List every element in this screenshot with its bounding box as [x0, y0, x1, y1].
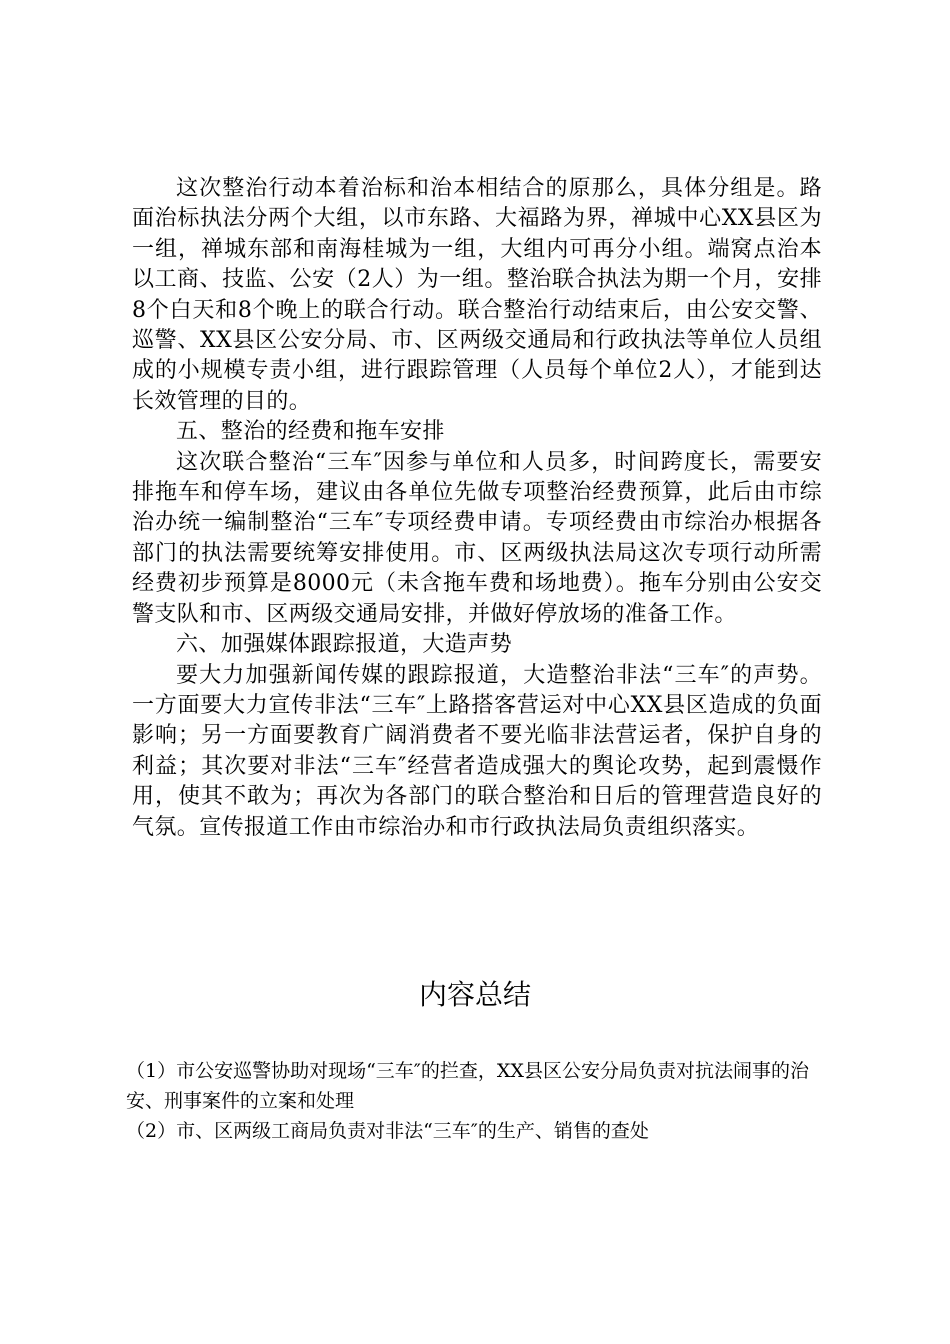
paragraph-media: 要大力加强新闻传媒的跟踪报道，大造整治非法“三车″的声势。一方面要大力宣传非法“三车″上路搭客营运对中心XX县区造成的负面影响；另一方面要教育广阔消费者不要光临非法营运者，保护自身的利益；其次要对非法“三车″经营者造成强大的舆论攻势，起到震慑作用，使其不敢为；再次为各部门的联合整治和日后的管理营造良好的气氛。宣传报道工作由市综治办和市行政执法局负责组织落实。 [132, 662, 822, 840]
document-body [132, 174, 822, 843]
section-heading-media: 六、加强媒体跟踪报道，大造声势 [176, 632, 513, 658]
summary-title: 内容总结 [418, 978, 531, 1011]
summary-item: （1）市公安巡警协助对现场“三车″的拦查，XX县区公安分局负责对抗法闹事的治安、刑事案件的立案和处理 [126, 1060, 809, 1112]
paragraph-funding: 这次联合整治“三车″因参与单位和人员多，时间跨度长，需要安排拖车和停车场，建议由各单位先做专项整治经费预算，此后由市综治办统一编制整治“三车″专项经费申请。专项经费由市综治办根据各部门的执法需要统筹安排使用。市、区两级执法局这次专项行动所需经费初步预算是8000元（未含拖车费和场地费）。拖车分别由公安交警支队和市、区两级交通局安排，并做好停放场的准备工作。 [132, 449, 822, 627]
summary-item: （2）市、区两级工商局负责对非法“三车″的生产、销售的查处 [126, 1120, 649, 1142]
paragraph-grouping: 这次整治行动本着治标和治本相结合的原那么，具体分组是。路面治标执法分两个大组，以市东路、大福路为界，禅城中心XX县区为一组，禅城东部和南海桂城为一组，大组内可再分小组。端窝点治本以工商、技监、公安（2人）为一组。整治联合执法为期一个月，安排8个白天和8个晚上的联合行动。联合整治行动结束后，由公安交警、巡警、XX县区公安分局、市、区两级交通局和行政执法等单位人员组成的小规模专责小组，进行跟踪管理（人员每个单位2人），才能到达长效管理的目的。 [132, 176, 822, 414]
section-heading-funding: 五、整治的经费和拖车安排 [176, 419, 445, 445]
summary-list [126, 1056, 826, 1146]
